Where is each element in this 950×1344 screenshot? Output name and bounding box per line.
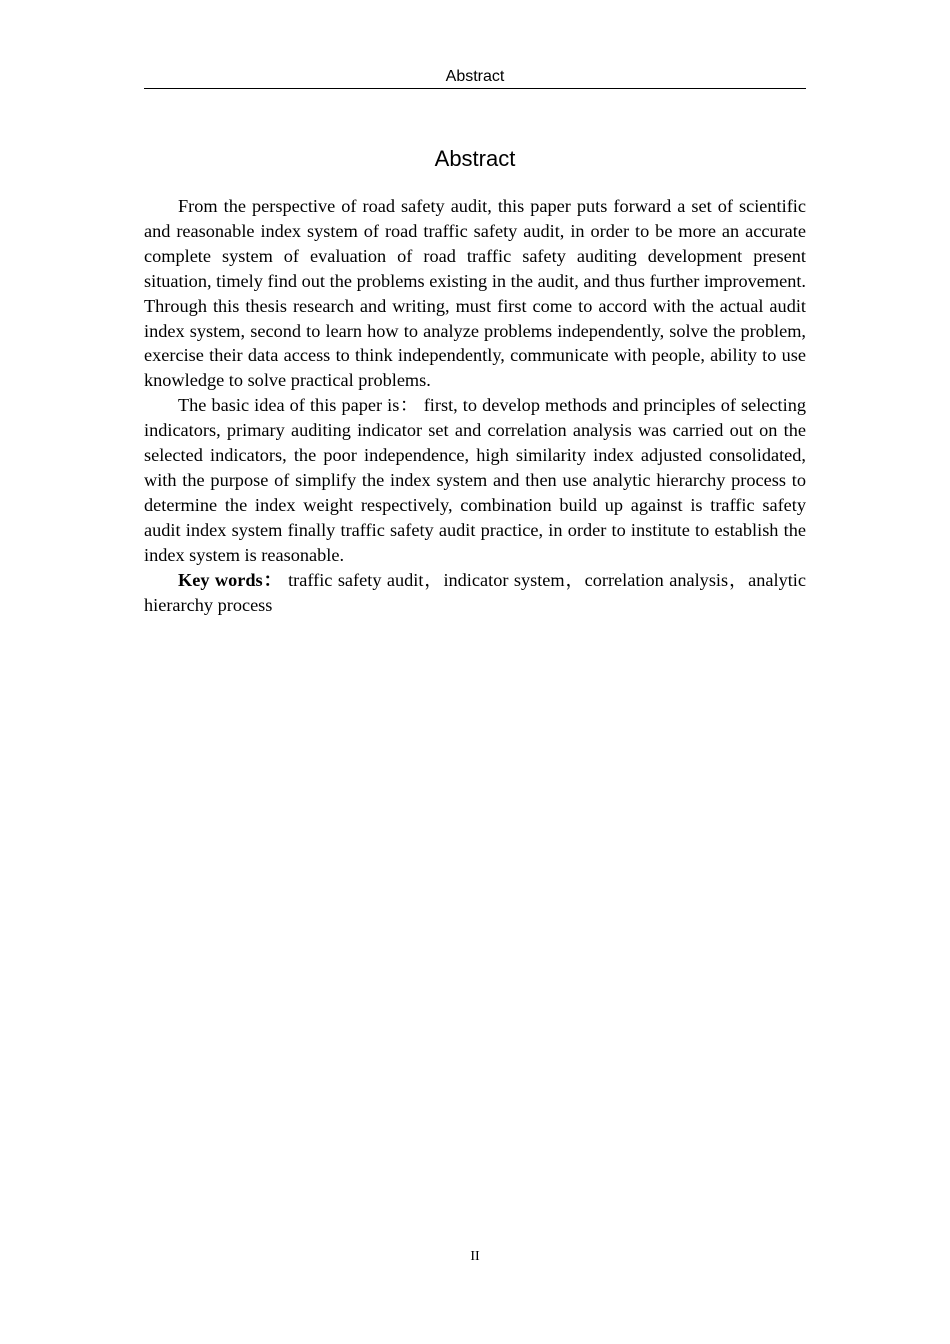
running-header: Abstract bbox=[445, 68, 505, 85]
keywords-line bbox=[144, 568, 806, 618]
keywords-label: Key words： bbox=[178, 569, 283, 590]
keywords-text: traffic safety audit，indicator system，correlation analysis，analytic hierarchy process bbox=[144, 569, 806, 615]
abstract-paragraph-1: From the perspective of road safety audit, this paper puts forward a set of scientific and reasonable index system of road traffic safety audit, in order to be more an accurate complete system of evaluation of road traffic safety auditing development present situation, timely find out the problems existing in the audit, and thus further improvement. Through this thesis research and writing, must first come to accord with the actual audit index system, second to learn how to analyze problems independently, solve the problem, exercise their data access to think independently, communicate with people, ability to use knowledge to solve practical problems. bbox=[144, 196, 806, 391]
abstract-body bbox=[144, 194, 806, 617]
page-title: Abstract bbox=[434, 146, 516, 171]
header-divider bbox=[144, 88, 806, 89]
abstract-paragraph-2: The basic idea of this paper is： first, to develop methods and principles of selecting indicators, primary auditing indicator set and correlation analysis was carried out on the selected indicators, the poor independence, high similarity index adjusted consolidated, with the purpose of simplify the index system and then use analytic hierarchy process to determine the index weight respectively, combination build up against is traffic safety audit index system finally traffic safety audit practice, in order to institute to establish the index system is reasonable. bbox=[144, 395, 806, 565]
page-number: II bbox=[470, 1249, 480, 1264]
